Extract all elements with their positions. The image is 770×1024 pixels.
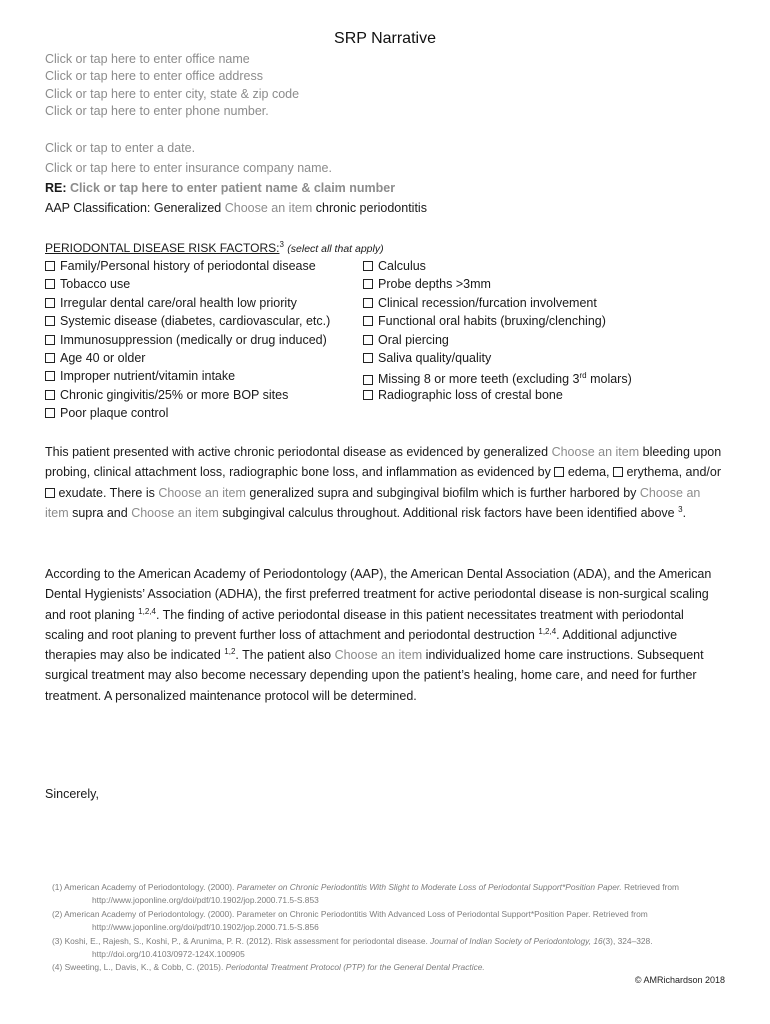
risk-item[interactable]: Age 40 or older xyxy=(45,349,330,367)
risk-item[interactable]: Chronic gingivitis/25% or more BOP sites xyxy=(45,386,330,404)
risk-item[interactable]: Systemic disease (diabetes, cardiovascular, etc.) xyxy=(45,312,330,330)
date-field[interactable]: Click or tap to enter a date. xyxy=(45,141,196,155)
treatment-paragraph: According to the American Academy of Periodontology (AAP), the American Dental Association (ADA), and the American Dental Hygienists’ Association (ADHA), the first preferred treatment for active periodontal disease is non-surgical scaling and root planing $^{1,2,4}$. The finding of active periodontal disease in this patient necessitates treatment with periodontal scaling and root planing to prevent further loss of attachment and periodontal destruction $^{1,2,4}$. Additional adjunctive therapies may also be indicated $^{1,2}$. The patient also Choose an item individualized home care instructions. Subsequent surgical treatment may also become necessary depending upon the patient’s healing, home care, and need for further treatment. A personalized maintenance protocol will be determined. xyxy=(45,567,712,703)
risk-item[interactable]: Irregular dental care/oral health low priority xyxy=(45,294,330,312)
risk-item[interactable]: Functional oral habits (bruxing/clenching) xyxy=(363,312,632,330)
aap-classification xyxy=(45,201,427,215)
biofilm-choose-dropdown[interactable]: Choose an item xyxy=(158,485,246,500)
insurance-field[interactable]: Click or tap here to enter insurance company name. xyxy=(45,161,332,175)
aap-prefix: AAP Classification: Generalized xyxy=(45,201,222,215)
bleeding-choose-dropdown[interactable]: Choose an item xyxy=(551,445,640,459)
risk-left-column xyxy=(45,257,330,423)
risk-heading-text: PERIODONTAL DISEASE RISK FACTORS: xyxy=(45,241,280,255)
checkbox-icon[interactable] xyxy=(363,375,373,385)
checkbox-icon[interactable] xyxy=(45,261,55,271)
risk-item[interactable]: Saliva quality/quality xyxy=(363,349,632,367)
office-city-field[interactable]: Click or tap here to enter city, state & zip code xyxy=(45,87,300,101)
re-label: RE: xyxy=(45,181,67,195)
references xyxy=(52,881,702,975)
checkbox-icon[interactable] xyxy=(45,279,55,289)
erythema-checkbox-icon[interactable] xyxy=(613,467,623,477)
edema-checkbox-icon[interactable] xyxy=(554,467,564,477)
checkbox-icon[interactable] xyxy=(363,353,373,363)
risk-heading-note: (select all that apply) xyxy=(287,243,384,255)
risk-right-column xyxy=(363,257,632,404)
checkbox-icon[interactable] xyxy=(45,353,55,363)
patient-claim-field[interactable]: Click or tap here to enter patient name & claim number xyxy=(70,181,396,195)
exudate-checkbox-icon[interactable] xyxy=(45,488,55,498)
checkbox-icon[interactable] xyxy=(363,316,373,326)
home-care-choose-dropdown[interactable]: Choose an item xyxy=(334,648,423,663)
checkbox-icon[interactable] xyxy=(363,390,373,400)
reference-4: (4) Sweeting, L., Davis, K., & Cobb, C. (2015). Periodontal Treatment Protocol (PTP) for the General Dental Practice. xyxy=(52,962,485,973)
risk-item[interactable]: Immunosuppression (medically or drug induced) xyxy=(45,331,330,349)
checkbox-icon[interactable] xyxy=(45,390,55,400)
office-address-field[interactable]: Click or tap here to enter office address xyxy=(45,69,263,83)
aap-suffix: chronic periodontitis xyxy=(315,201,427,215)
copyright: © AMRichardson 2018 xyxy=(634,975,725,985)
checkbox-icon[interactable] xyxy=(45,316,55,326)
checkbox-icon[interactable] xyxy=(45,408,55,418)
risk-item[interactable]: Clinical recession/furcation involvement xyxy=(363,294,632,312)
reference-1: (1) American Academy of Periodontology. (2000). Parameter on Chronic Periodontitis With Slight to Moderate Loss of Periodontal Support*Position Paper. Retrieved from http://www.joponline.org/doi/pdf/10.1902/jop.2000.71.5-S.853 xyxy=(52,882,679,906)
risk-item[interactable]: Calculus xyxy=(363,257,632,275)
risk-item[interactable]: Family/Personal history of periodontal disease xyxy=(45,257,330,275)
checkbox-icon[interactable] xyxy=(363,335,373,345)
re-line xyxy=(45,181,395,195)
checkbox-icon[interactable] xyxy=(45,335,55,345)
office-phone-field[interactable]: Click or tap here to enter phone number. xyxy=(45,104,269,118)
aap-choose-dropdown[interactable]: Choose an item xyxy=(224,201,313,215)
risk-item[interactable]: Oral piercing xyxy=(363,331,632,349)
office-name-field[interactable]: Click or tap here to enter office name xyxy=(45,52,250,66)
checkbox-icon[interactable] xyxy=(45,371,55,381)
checkbox-icon[interactable] xyxy=(363,298,373,308)
risk-item[interactable]: Tobacco use xyxy=(45,275,330,293)
checkbox-icon[interactable] xyxy=(45,298,55,308)
risk-item[interactable]: Radiographic loss of crestal bone xyxy=(363,386,632,404)
risk-item[interactable]: Improper nutrient/vitamin intake xyxy=(45,367,330,385)
reference-3: (3) Koshi, E., Rajesh, S., Koshi, P., & Arunima, P. R. (2012). Risk assessment for periodontal disease. Journal of Indian Society of Periodontology, 16(3), 324–328. http://doi.org/10.4103/0972-124X.100905 xyxy=(52,935,653,960)
risk-heading-ref: 3 xyxy=(279,240,284,249)
risk-factors-heading xyxy=(45,240,384,255)
risk-item[interactable]: Missing 8 or more teeth (excluding 3rd molars) xyxy=(363,367,632,385)
closing: Sincerely, xyxy=(45,787,99,801)
risk-item[interactable]: Poor plaque control xyxy=(45,404,330,422)
reference-2: (2) American Academy of Periodontology. (2000). Parameter on Chronic Periodontitis With Advanced Loss of Periodontal Support*Position Paper. Retrieved from http://www.joponline.org/doi/pdf/10.1902/jop.2000.71.5-S.856 xyxy=(52,908,648,933)
findings-paragraph: This patient presented with active chronic periodontal disease as evidenced by generalized Choose an item bleeding upon probing, clinical attachment loss, radiographic bone loss, and inflammation as evidenced by edema, erythema, and/or exudate. There is Choose an item generalized supra and subgingival biofilm which is further harbored by Choose an item supra and Choose an item subgingival calculus throughout. Additional risk factors have been identified above $^3$. xyxy=(45,445,722,520)
supra-choose-dropdown[interactable]: Choose an item xyxy=(45,485,701,520)
risk-item[interactable]: Probe depths >3mm xyxy=(363,275,632,293)
subgingival-choose-dropdown[interactable]: Choose an item xyxy=(131,505,219,520)
checkbox-icon[interactable] xyxy=(363,261,373,271)
checkbox-icon[interactable] xyxy=(363,279,373,289)
page-title: SRP Narrative xyxy=(334,30,436,47)
